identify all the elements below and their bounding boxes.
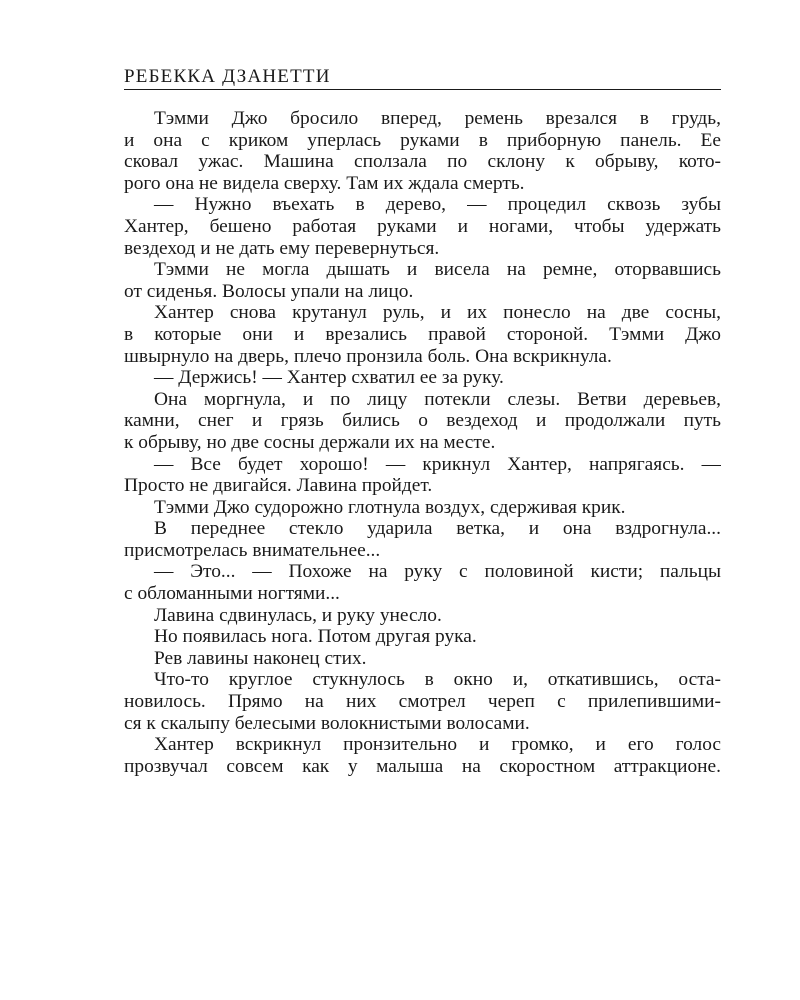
text-line: В переднее стекло ударила ветка, и она вздрогнула... bbox=[154, 518, 721, 540]
text-line: — Все будет хорошо! — крикнул Хантер, напрягаясь. — bbox=[154, 453, 721, 475]
text-line: прозвучал совсем как у малыша на скоростном аттракционе. bbox=[124, 755, 721, 777]
text-line: швырнуло на дверь, плечо пронзила боль. Она вскрикнула. bbox=[124, 345, 612, 367]
text-line: Лавина сдвинулась, и руку унесло. bbox=[154, 604, 442, 626]
text-line: камни, снег и грязь бились о вездеход и продолжали путь bbox=[124, 410, 721, 432]
text-line: сковал ужас. Машина сползала по склону к обрыву, кото- bbox=[124, 151, 721, 173]
text-line: — Нужно въехать в дерево, — процедил сквозь зубы bbox=[154, 194, 721, 216]
text-line: присмотрелась внимательнее... bbox=[124, 539, 381, 561]
text-line: Просто не двигайся. Лавина пройдет. bbox=[124, 475, 433, 497]
text-line: — Держись! — Хантер схватил ее за руку. bbox=[154, 367, 504, 389]
text-line: от сиденья. Волосы упали на лицо. bbox=[124, 280, 414, 302]
text-line: Хантер, бешено работая руками и ногами, чтобы удержать bbox=[124, 215, 721, 237]
text-line: Хантер снова крутанул руль, и их понесло на две сосны, bbox=[154, 302, 721, 324]
text-line: Рев лавины наконец стих. bbox=[154, 647, 367, 669]
text-line: Тэмми Джо бросило вперед, ремень врезался в грудь, bbox=[154, 108, 721, 129]
running-head-author: РЕБЕККА ДЗАНЕТТИ bbox=[124, 66, 721, 90]
text-line: Тэмми не могла дышать и висела на ремне, оторвавшись bbox=[154, 259, 721, 281]
book-page bbox=[124, 66, 721, 777]
text-line: вездеход и не дать ему перевернуться. bbox=[124, 237, 440, 259]
text-line: ся к скалыпу белесыми волокнистыми волосами. bbox=[124, 712, 530, 734]
text-line: Она моргнула, и по лицу потекли слезы. Ветви деревьев, bbox=[154, 388, 721, 410]
text-line: рого она не видела сверху. Там их ждала смерть. bbox=[124, 172, 525, 194]
text-line: и она с криком уперлась руками в приборную панель. Ее bbox=[124, 129, 721, 151]
text-line: к обрыву, но две сосны держали их на месте. bbox=[124, 431, 496, 453]
body-text bbox=[124, 108, 721, 777]
text-line: в которые они и врезались правой стороной. Тэмми Джо bbox=[124, 323, 721, 345]
text-line: новилось. Прямо на них смотрел череп с прилепившими- bbox=[124, 691, 721, 713]
text-line: с обломанными ногтями... bbox=[124, 583, 340, 605]
text-line: Тэмми Джо судорожно глотнула воздух, сдерживая крик. bbox=[154, 496, 626, 518]
text-line: Хантер вскрикнул пронзительно и громко, и его голос bbox=[154, 734, 721, 756]
text-line: Но появилась нога. Потом другая рука. bbox=[154, 626, 477, 648]
text-line: Что-то круглое стукнулось в окно и, откатившись, оста- bbox=[154, 669, 721, 691]
text-line: — Это... — Похоже на руку с половиной кисти; пальцы bbox=[154, 561, 721, 583]
